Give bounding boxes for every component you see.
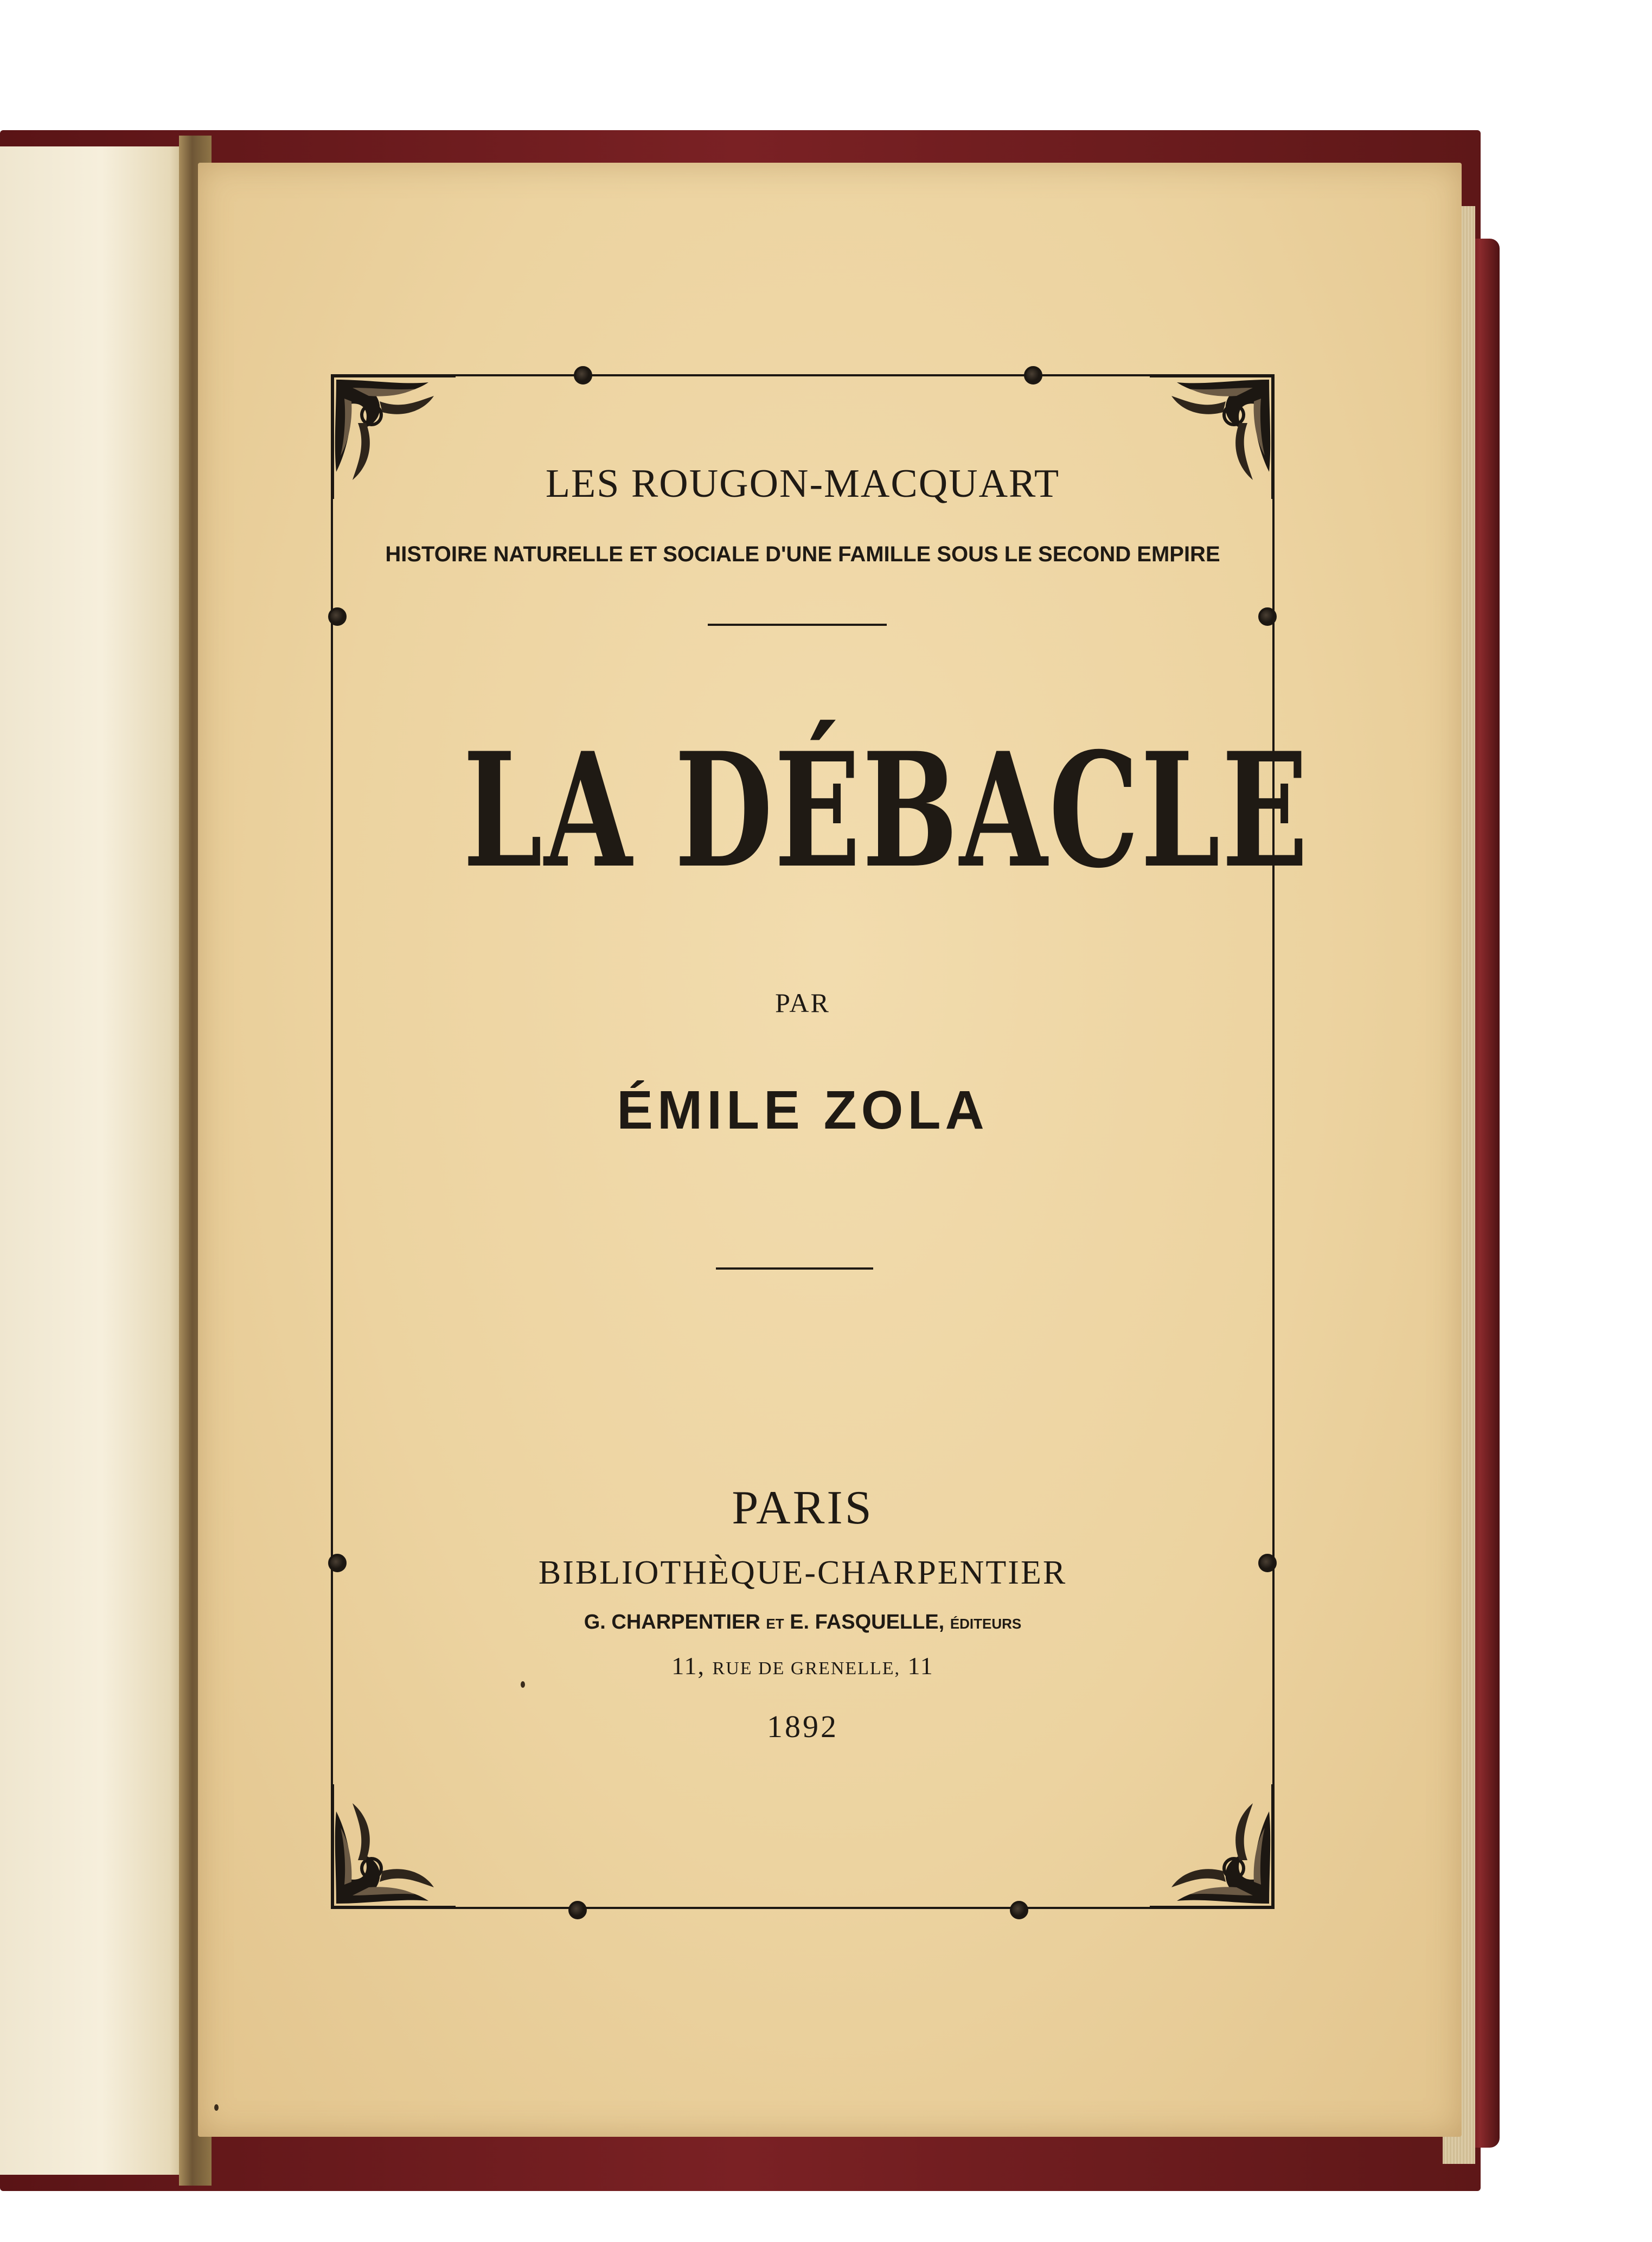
editor-name-b: E. FASQUELLE, bbox=[790, 1611, 945, 1634]
editor-name-a: G. CHARPENTIER bbox=[584, 1611, 760, 1634]
imprint-city: PARIS bbox=[732, 1482, 874, 1534]
imprint-year: 1892 bbox=[767, 1709, 838, 1744]
address-street: RUE DE GRENELLE, bbox=[712, 1658, 900, 1679]
author-name: ÉMILE ZOLA bbox=[617, 1080, 989, 1141]
series-subtitle: HISTOIRE NATURELLE ET SOCIALE D'UNE FAMILLE SOUS LE SECOND EMPIRE bbox=[385, 542, 1220, 566]
divider-rule bbox=[716, 1267, 873, 1270]
frame-knob-icon bbox=[328, 607, 347, 626]
divider-rule bbox=[708, 624, 887, 626]
left-endpaper bbox=[0, 146, 184, 2175]
editor-role: ÉDITEURS bbox=[950, 1616, 1022, 1632]
imprint-editors bbox=[331, 1611, 1275, 1634]
frame-knob-icon bbox=[1024, 366, 1042, 385]
frame-knob-icon bbox=[1258, 607, 1277, 626]
frame-knob-icon bbox=[574, 366, 592, 385]
series-title: LES ROUGON-MACQUART bbox=[545, 462, 1060, 506]
address-number: 11, bbox=[671, 1652, 706, 1680]
imprint-address bbox=[331, 1651, 1275, 1680]
acanthus-corner-ornament-icon bbox=[320, 1779, 461, 1920]
paper-speck bbox=[521, 1681, 525, 1688]
editor-and: ET bbox=[766, 1616, 784, 1632]
book-title: LA DÉBACLE bbox=[463, 719, 1310, 903]
by-line: PAR bbox=[775, 988, 830, 1018]
address-number-end: 11 bbox=[907, 1652, 934, 1680]
frame-knob-icon bbox=[1010, 1901, 1028, 1919]
acanthus-corner-ornament-icon bbox=[1144, 1779, 1285, 1920]
frame-knob-icon bbox=[568, 1901, 587, 1919]
imprint-publisher: BIBLIOTHÈQUE-CHARPENTIER bbox=[538, 1554, 1067, 1591]
paper-speck bbox=[214, 2104, 219, 2111]
